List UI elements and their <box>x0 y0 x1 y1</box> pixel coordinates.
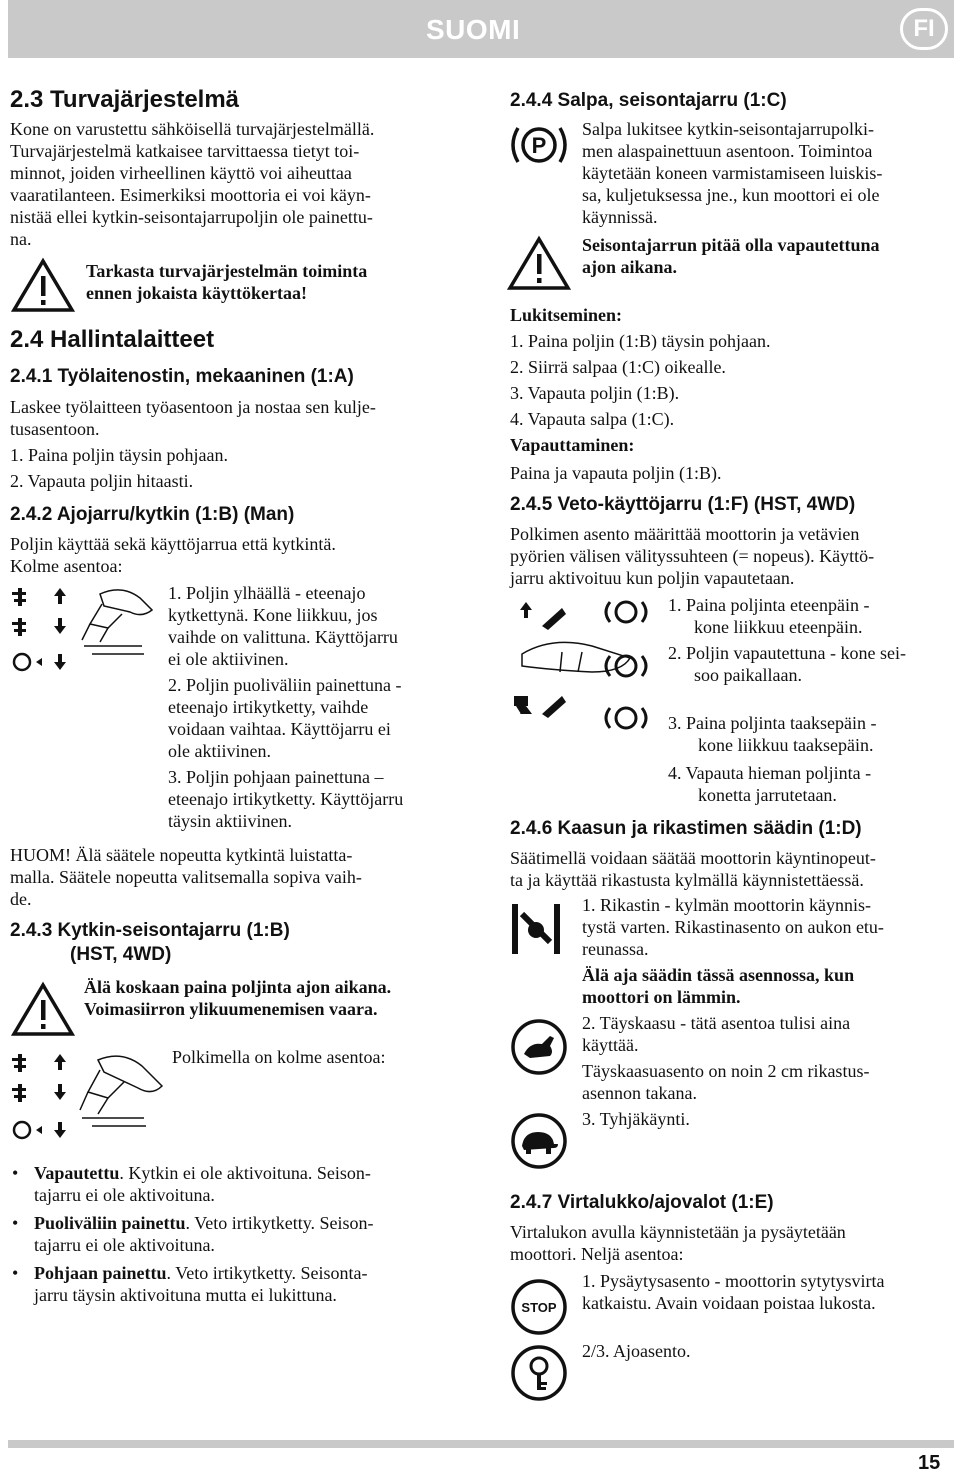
text-line: 4. Vapauta hieman poljinta - <box>668 763 872 783</box>
footer-rule <box>8 1440 954 1448</box>
text-line: kone liikkuu taaksepäin. <box>698 735 874 755</box>
text-line: tusasentoon. <box>10 419 100 439</box>
section-2-4-4-heading: 2.4.4 Salpa, seisontajarru (1:C) <box>510 90 787 111</box>
section-2-4-4-steps <box>510 304 770 484</box>
text-line: Älä aja säädin tässä asennossa, kun <box>582 965 855 985</box>
section-2-3-warning <box>86 260 367 304</box>
warning-triangle-icon <box>508 236 570 290</box>
subheading: Vapauttaminen: <box>510 435 635 455</box>
text-line: jarru aktivoituu kun poljin vapautetaan. <box>510 568 795 588</box>
text-line: 3. Paina poljinta taaksepäin - <box>668 713 877 733</box>
section-2-4-3-warning <box>84 976 391 1020</box>
text-line: kone liikkuu eteenpäin. <box>694 617 863 637</box>
bullet-text: jarru täysin aktivoituna mutta ei lukittuna. <box>34 1285 337 1305</box>
text-line: Turvajärjestelmä katkaisee tarvittaessa tietyt toi- <box>10 141 360 161</box>
text-line: Paina ja vapauta poljin (1:B). <box>510 463 722 483</box>
text-line: moottori. Neljä asentoa: <box>510 1244 684 1264</box>
text-line: katkaistu. Avain voidaan poistaa lukosta. <box>582 1293 876 1313</box>
text-line: asennon takana. <box>582 1083 697 1103</box>
text-line: sa, kuljetuksessa jne., kun moottori ei ole <box>582 185 880 205</box>
text-line: pyörien välisen välityssuhteen (= nopeus). Käyttö- <box>510 546 875 566</box>
heading-line: 2.4.3 Kytkin-seisontajarru (1:B) <box>10 920 290 941</box>
text-line: moottori on lämmin. <box>582 987 741 1007</box>
text-line: nistää ellei kytkin-seisontajarrupoljin ole painettu- <box>10 207 373 227</box>
neutral-icon <box>604 652 648 680</box>
text-line: eteenajo irtikytketty. Käyttöjarru <box>168 789 404 809</box>
section-2-4-5-body <box>510 523 874 589</box>
section-2-4-2-heading: 2.4.2 Ajojarru/kytkin (1:B) (Man) <box>10 504 295 525</box>
text-line: 2. Poljin puoliväliin painettuna - <box>168 675 402 695</box>
tortoise-icon <box>510 1112 568 1170</box>
section-2-4-5-heading: 2.4.5 Veto-käyttöjarru (1:F) (HST, 4WD) <box>510 494 856 515</box>
text-line: käyttää. <box>582 1035 639 1055</box>
text-line: ajon aikana. <box>582 257 678 277</box>
reverse-drive-icon <box>604 704 648 732</box>
heading-line: (HST, 4WD) <box>70 944 172 965</box>
section-2-4-2-positions <box>168 582 403 832</box>
language-badge: FI <box>900 8 948 50</box>
text-line: käytetään koneen varmistamiseen luiskis- <box>582 163 883 183</box>
text-line: Älä koskaan paina poljinta ajon aikana. <box>84 977 392 997</box>
step: 1. Paina poljin (1:B) täysin pohjaan. <box>510 331 771 351</box>
section-2-4-5-step-3 <box>668 712 876 756</box>
section-2-4-7-heading: 2.4.7 Virtalukko/ajovalot (1:E) <box>510 1192 774 1213</box>
text-line: Virtalukon avulla käynnistetään ja pysäytetään <box>510 1222 846 1242</box>
text-line: Tarkasta turvajärjestelmän toiminta <box>86 261 368 281</box>
text-line: Voimasiirron ylikuumenemisen vaara. <box>84 999 378 1019</box>
bullet-term: Pohjaan painettu <box>34 1263 167 1283</box>
text-line: Laskee työlaitteen työasentoon ja nostaa sen kulje- <box>10 397 376 417</box>
text-line: voidaan vaihtaa. Käyttöjarru ei <box>168 719 391 739</box>
bullet-text: . Veto irtikytketty. Seison- <box>185 1213 374 1233</box>
section-2-4-5-step-2 <box>668 642 906 686</box>
text-line: minnot, joiden virheellinen käyttö voi aiheuttaa <box>10 163 352 183</box>
warning-triangle-icon <box>12 982 74 1036</box>
section-2-4-3-bullets <box>8 1162 468 1312</box>
header-title: SUOMI <box>426 14 521 45</box>
section-2-4-5-step-1 <box>668 594 869 638</box>
section-2-4-4-warning <box>582 234 880 278</box>
subheading: Lukitseminen: <box>510 305 623 325</box>
bullet-text: . Kytkin ei ole aktivoituna. Seison- <box>119 1163 371 1183</box>
clutch-pedal-illustration <box>12 584 162 680</box>
step: 3. Vapauta poljin (1:B). <box>510 383 680 403</box>
text-line: na. <box>10 229 32 249</box>
step: 2. Vapauta poljin hitaasti. <box>10 471 194 491</box>
bullet-text: tajarru ei ole aktivoituna. <box>34 1235 215 1255</box>
step: 4. Vapauta salpa (1:C). <box>510 409 675 429</box>
text-line: eteenajo irtikytketty, vaihde <box>168 697 369 717</box>
section-2-4-3-text: Polkimella on kolme asentoa: <box>172 1047 386 1067</box>
section-2-4-1-heading: 2.4.1 Työlaitenostin, mekaaninen (1:A) <box>10 366 354 387</box>
section-2-4-heading: 2.4 Hallintalaitteet <box>10 326 215 353</box>
section-2-4-7-item-1 <box>582 1270 884 1314</box>
page-header <box>8 0 954 58</box>
section-2-4-1-body <box>10 396 376 492</box>
bullet-term: Puoliväliin painettu <box>34 1213 186 1233</box>
hare-icon <box>510 1018 568 1076</box>
text-line: Seisontajarrun pitää olla vapautettuna <box>582 235 880 255</box>
bullet-text: . Veto irtikytketty. Seisonta- <box>166 1263 368 1283</box>
stop-icon <box>510 1278 568 1336</box>
section-2-4-3-heading <box>10 920 290 966</box>
text-line: Salpa lukitsee kytkin-seisontajarrupolki- <box>582 119 874 139</box>
bullet-term: Vapautettu <box>34 1163 120 1183</box>
text-line: käynnissä. <box>582 207 658 227</box>
clutch-brake-pedal-illustration <box>12 1052 162 1144</box>
ignition-key-icon <box>510 1344 568 1402</box>
text-line: kytkettynä. Kone liikkuu, jos <box>168 605 378 625</box>
stop-label: STOP <box>521 1300 557 1315</box>
section-2-4-7-body <box>510 1221 846 1265</box>
text-line: konetta jarrutetaan. <box>698 785 837 805</box>
text-line: Polkimen asento määrittää moottorin ja vetävien <box>510 524 860 544</box>
text-line: ennen jokaista käyttökertaa! <box>86 283 307 303</box>
text-line: 1. Rikastin - kylmän moottorin käynnis- <box>582 895 871 915</box>
text-line: ta ja käyttää rikastusta kylmällä käynnistettäessä. <box>510 870 864 890</box>
text-line: tystä varten. Rikastinasento on aukon etu- <box>582 917 884 937</box>
list-item <box>8 1162 468 1206</box>
text-line: ei ole aktiivinen. <box>168 649 289 669</box>
page-number: 15 <box>918 1452 941 1474</box>
text-line: 1. Paina poljinta eteenpäin - <box>668 595 870 615</box>
list-item <box>8 1262 468 1306</box>
list-item <box>8 1212 468 1256</box>
text-line: HUOM! Älä säätele nopeutta kytkintä luistatta- <box>10 845 353 865</box>
section-2-3-body <box>10 118 374 250</box>
text-line: Kone on varustettu sähköisellä turvajärjestelmällä. <box>10 119 375 139</box>
text-line: Kolme asentoa: <box>10 556 123 576</box>
forward-drive-icon <box>604 598 648 626</box>
text-line: 1. Poljin ylhäällä - eteenajo <box>168 583 366 603</box>
section-2-4-4-body <box>582 118 882 228</box>
bullet-text: tajarru ei ole aktivoituna. <box>34 1185 215 1205</box>
text-line: 3. Tyhjäkäynti. <box>582 1109 690 1129</box>
text-line: reunassa. <box>582 939 649 959</box>
text-line: vaaratilanteen. Esimerkiksi moottoria ei voi käyn- <box>10 185 371 205</box>
text-line: 3. Poljin pohjaan painettuna – <box>168 767 384 787</box>
section-2-4-6-heading: 2.4.6 Kaasun ja rikastimen säädin (1:D) <box>510 818 862 839</box>
section-2-4-2-note <box>10 844 362 910</box>
text-line: ole aktiivinen. <box>168 741 271 761</box>
section-2-4-2-body <box>10 533 336 577</box>
section-2-4-6-item-1 <box>582 894 884 1130</box>
warning-triangle-icon <box>12 258 74 312</box>
text-line: malla. Säätele nopeutta valitsemalla sopiva vaih- <box>10 867 362 887</box>
text-line: men alaspainettuun asentoon. Toimintoa <box>582 141 873 161</box>
step: 1. Paina poljin täysin pohjaan. <box>10 445 228 465</box>
parking-brake-letter: P <box>531 133 547 158</box>
text-line: vaihde on valittuna. Käyttöjarru <box>168 627 398 647</box>
text-line: soo paikallaan. <box>694 665 802 685</box>
step: 2. Siirrä salpaa (1:C) oikealle. <box>510 357 726 377</box>
section-2-3-heading: 2.3 Turvajärjestelmä <box>10 86 240 113</box>
section-2-4-5-step-4 <box>668 762 871 806</box>
text-line: de. <box>10 889 32 909</box>
text-line: Täyskaasuasento on noin 2 cm rikastus- <box>582 1061 870 1081</box>
choke-icon <box>510 902 562 956</box>
parking-brake-icon <box>510 120 568 170</box>
text-line: Säätimellä voidaan säätää moottorin käyntinopeut- <box>510 848 876 868</box>
section-2-4-7-item-2: 2/3. Ajoasento. <box>582 1341 691 1361</box>
text-line: 2. Täyskaasu - tätä asentoa tulisi aina <box>582 1013 851 1033</box>
text-line: täysin aktiivinen. <box>168 811 292 831</box>
text-line: 2. Poljin vapautettuna - kone sei- <box>668 643 906 663</box>
text-line: Poljin käyttää sekä käyttöjarrua että kytkintä. <box>10 534 336 554</box>
text-line: 1. Pysäytysasento - moottorin sytytysvirta <box>582 1271 885 1291</box>
section-2-4-6-body <box>510 847 876 891</box>
